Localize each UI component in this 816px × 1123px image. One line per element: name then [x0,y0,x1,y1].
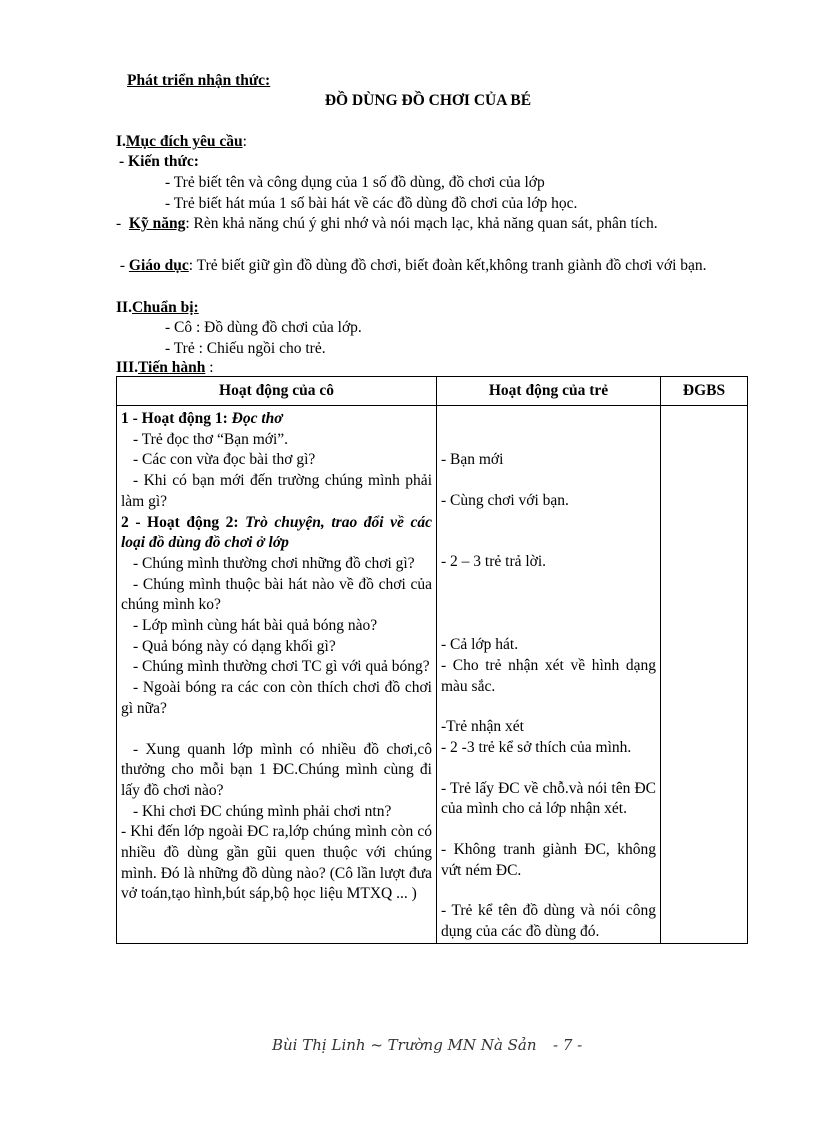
preparation-item: - Cô : Đồ dùng đồ chơi của lớp. [165,319,362,336]
header-teacher: Hoạt động của cô [117,377,437,406]
activity-2-title: Trò chuyện, trao đổi về các loại đồ dùng đồ chơi ở lớp [121,513,432,552]
children-line: - 2 -3 trẻ kể sở thích của mình. [441,738,632,756]
skills-paragraph [116,214,746,234]
evaluation-cell [661,406,748,944]
table-header-row [117,377,748,406]
teacher-line: - Chúng mình thường chơi TC gì với quả bóng? [133,658,430,676]
activity-table [116,376,748,944]
section-label: Phát triển nhận thức: [127,72,271,89]
objectives-heading-colon: : [242,133,247,150]
document-title: ĐỒ DÙNG ĐỒ CHƠI CỦA BÉ [324,92,532,109]
knowledge-item: - Trẻ biết tên và công dụng của 1 số đồ dùng, đồ chơi của lớp [165,174,545,191]
children-line: - Cả lớp hát. [441,636,519,654]
children-line: - Bạn mới [441,451,504,468]
teacher-line: - Khi chơi ĐC chúng mình phải chơi ntn? [133,802,392,820]
preparation-heading [116,298,199,318]
skills-prefix: - [116,215,122,232]
education-prefix: - [119,257,126,274]
preparation-heading-text: Chuẩn bị: [131,299,199,316]
activity-2-heading [121,513,432,554]
preparation-roman: II. [116,299,132,316]
children-line: - Cho trẻ nhận xét về hình dạng màu sắc. [441,656,656,695]
teacher-line: - Lớp mình cùng hát bài quả bóng nào? [133,617,378,635]
footer-author: Bùi Thị Linh ~ Trường MN Nà Sản [272,1036,537,1054]
procedure-roman: III. [116,359,138,376]
teacher-line: - Chúng mình thường chơi những đồ chơi gì? [133,554,415,572]
education-text: : Trẻ biết giữ gìn đồ dùng đồ chơi, biết đoàn kết,không tranh giành đồ chơi với bạn. [188,257,707,274]
teacher-line: - Các con vừa đọc bài thơ gì? [133,451,316,469]
header-evaluation: ĐGBS [661,377,748,406]
children-line: - Trẻ kể tên đồ dùng và nói công dụng của các đồ dùng đó. [441,902,656,941]
teacher-line: - Khi có bạn mới đến trường chúng mình phải làm gì? [121,472,432,510]
activity-1-title: Đọc thơ [231,410,283,427]
skills-text: : Rèn khả năng chú ý ghi nhớ và nói mạch lạc, khả năng quan sát, phân tích. [185,215,658,232]
activity-1-number: 1 - Hoạt động 1: [121,410,232,427]
teacher-line: - Xung quanh lớp mình có nhiều đồ chơi,cô thưởng cho mỗi bạn 1 ĐC.Chúng mình cùng đi lấy đồ chơi nào? [121,740,432,799]
header-children: Hoạt động của trẻ [437,377,661,406]
activity-2-number: 2 - Hoạt động 2: [121,513,246,531]
procedure-heading-text: Tiến hành [137,359,206,376]
objectives-heading [116,132,247,152]
children-line: - Cùng chơi với bạn. [441,491,569,509]
children-line: - Không tranh giành ĐC, không vứt ném ĐC. [441,841,656,879]
objectives-roman: I. [116,133,126,150]
teacher-line: - Khi đến lớp ngoài ĐC ra,lớp chúng mình còn có nhiều đồ dùng gần gũi quen thuộc với chúng mình. Đó là những đồ dùng nào? (Cô lần lượt đưa vở toán,tạo hình,bút sáp,bộ học liệu MTXQ ... ) [121,823,432,903]
teacher-line: - Ngoài bóng ra các con còn thích chơi đồ chơi gì nữa? [121,679,432,717]
knowledge-label-text: - Kiến thức: [119,153,199,170]
education-label: Giáo dục [128,257,189,274]
skills-label: Kỹ năng [128,215,186,232]
knowledge-item: - Trẻ biết hát múa 1 số bài hát về các đồ dùng đồ chơi của lớp học. [165,195,578,212]
teacher-line: - Quả bóng này có dạng khối gì? [133,637,336,655]
objectives-heading-text: Mục đích yêu cầu [125,133,243,150]
children-activity-cell [437,406,661,944]
footer-page-number: - 7 - [553,1036,583,1054]
procedure-heading-colon: : [205,359,214,376]
education-paragraph [116,256,746,276]
knowledge-label [119,152,199,172]
table-row [117,406,748,944]
teacher-line: - Trẻ đọc thơ “Bạn mới”. [133,430,289,448]
children-line: - Trẻ lấy ĐC về chỗ.và nói tên ĐC của mình cho cả lớp nhận xét. [441,779,656,818]
children-line: - 2 – 3 trẻ trả lời. [441,553,547,571]
teacher-activity-cell [117,406,437,944]
preparation-item: - Trẻ : Chiếu ngồi cho trẻ. [165,340,326,357]
teacher-line: - Chúng mình thuộc bài hát nào về đồ chơi của chúng mình ko? [121,575,432,614]
activity-1-heading [121,409,432,430]
procedure-heading [116,358,214,378]
children-line: -Trẻ nhận xét [441,718,524,736]
